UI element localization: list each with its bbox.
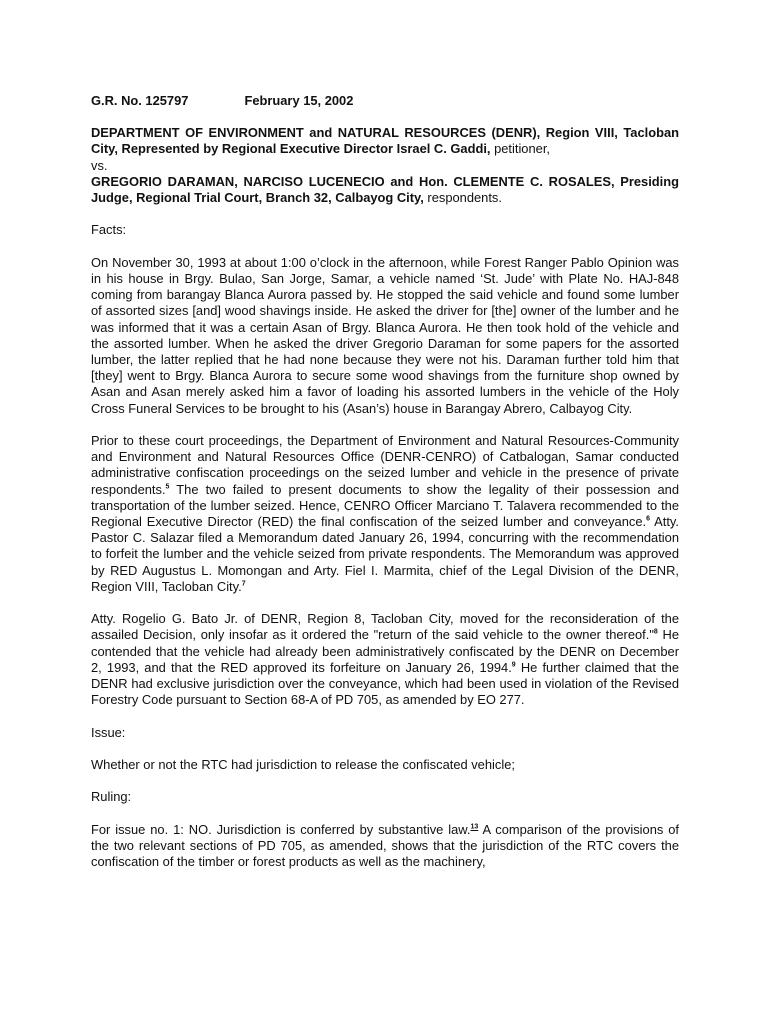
versus-line: vs.: [91, 157, 108, 173]
facts-p2-part-b: The two failed to present documents to show the legality of their possession and transportation of the lumber seized. Hence, CENRO Officer Marciano T. Talavera recommended to the Regional Executive Director (RED) the final confiscation of the seized lumber and conveyance.: [91, 481, 679, 530]
facts-p3-part-b: He contended that the vehicle had already been administratively confiscated by the DENR on December 2, 1993, and that the RED approved its forfeiture on January 26, 1994.: [91, 627, 679, 675]
case-date: February 15, 2002: [244, 93, 354, 108]
facts-p2-part-c: Atty. Pastor C. Salazar filed a Memorandum dated January 26, 1994, concurring with the recommendation to forfeit the lumber and the vehicle seized from private respondents. The Memorandum was approved by RED Augustus L. Momongan and Arty. Fiel I. Marmita, chief of the Legal Division of the DENR, Region VIII, Tacloban City.: [91, 514, 679, 594]
ruling-label: Ruling:: [91, 789, 132, 805]
issue-label: Issue:: [91, 724, 126, 740]
respondents-name: GREGORIO DARAMAN, NARCISO LUCENECIO and Hon. CLEMENTE C. ROSALES, Presiding Judge, Regional Trial Court, Branch 32, Calbayog City,: [91, 173, 679, 206]
case-number: G.R. No. 125797: [91, 93, 189, 108]
ruling-p1-part-a: For issue no. 1: NO. Jurisdiction is conferred by substantive law.: [91, 821, 471, 837]
case-header: [91, 93, 679, 109]
footnote-ref-7[interactable]: 7: [241, 580, 246, 588]
facts-paragraph-2: [91, 433, 679, 595]
footnote-ref-6[interactable]: 6: [646, 515, 650, 523]
facts-p3-part-a: Atty. Rogelio G. Bato Jr. of DENR, Region 8, Tacloban City, moved for the reconsideration of the assailed Decision, only insofar as it ordered the "return of the said vehicle to the owner thereof.": [91, 611, 679, 643]
petitioner-name: DEPARTMENT OF ENVIRONMENT and NATURAL RESOURCES (DENR), Region VIII, Tacloban City, Represented by Regional Executive Director Israel C. Gaddi,: [91, 125, 679, 157]
facts-paragraph-1: On November 30, 1993 at about 1:00 o’clock in the afternoon, while Forest Ranger Pablo Opinion was in his house in Brgy. Bulao, San Jorge, Samar, a vehicle named ‘St. Jude’ with Plate No. HAJ-848 coming from barangay Blanca Aurora passed by. He stopped the said vehicle and found some lumber of assorted sizes [and] wood shavings inside. He asked the driver for [the] owner of the lumber and he was informed that it was a certain Asan of Brgy. Blanca Aurora. He then took hold of the vehicle and the assorted lumber. When he asked the driver Gregorio Daraman for some papers for the assorted lumber, the latter replied that he had none because they were not his. Daraman further told him that [they] went to Brgy. Blanca Aurora to secure some wood shavings from the furniture shop owned by Asan and Asan merely asked him a favor of loading his assorted lumbers in the vehicle of the Holy Cross Funeral Services to be brought to his (Asan’s) house in Barangay Abrero, Calbayog City.: [91, 254, 679, 416]
petitioner-line: [91, 125, 679, 157]
facts-paragraph-3: [91, 611, 679, 708]
ruling-p1-part-b: A comparison of the provisions of the two relevant sections of PD 705, as amended, shows that the jurisdiction of the RTC covers the confiscation of the timber or forest products as well as the machinery,: [91, 821, 679, 870]
facts-label: Facts:: [91, 222, 127, 238]
footnote-ref-9[interactable]: 9: [511, 661, 516, 669]
ruling-paragraph-1: [91, 822, 679, 871]
footnote-ref-5[interactable]: 5: [165, 483, 170, 491]
petitioner-role: petitioner,: [490, 141, 550, 157]
respondents-role: respondents.: [423, 190, 502, 206]
facts-p2-part-a: Prior to these court proceedings, the Department of Environment and Natural Resources-Community and Environment and Natural Resources Office (DENR-CENRO) of Catbalogan, Samar conducted administrative confiscation proceedings on the seized lumber and vehicle in the presence of private respondents.: [91, 433, 679, 497]
respondents-line: [91, 174, 679, 206]
facts-p3-part-c: He further claimed that the DENR had exclusive jurisdiction over the conveyance, which had been used in violation of the Revised Forestry Code pursuant to Section 68-A of PD 705, as amended by EO 277.: [91, 659, 680, 708]
issue-text: Whether or not the RTC had jurisdiction to release the confiscated vehicle;: [91, 757, 515, 773]
footnote-ref-8[interactable]: 8: [653, 629, 658, 637]
footnote-ref-13[interactable]: 13: [470, 823, 479, 831]
